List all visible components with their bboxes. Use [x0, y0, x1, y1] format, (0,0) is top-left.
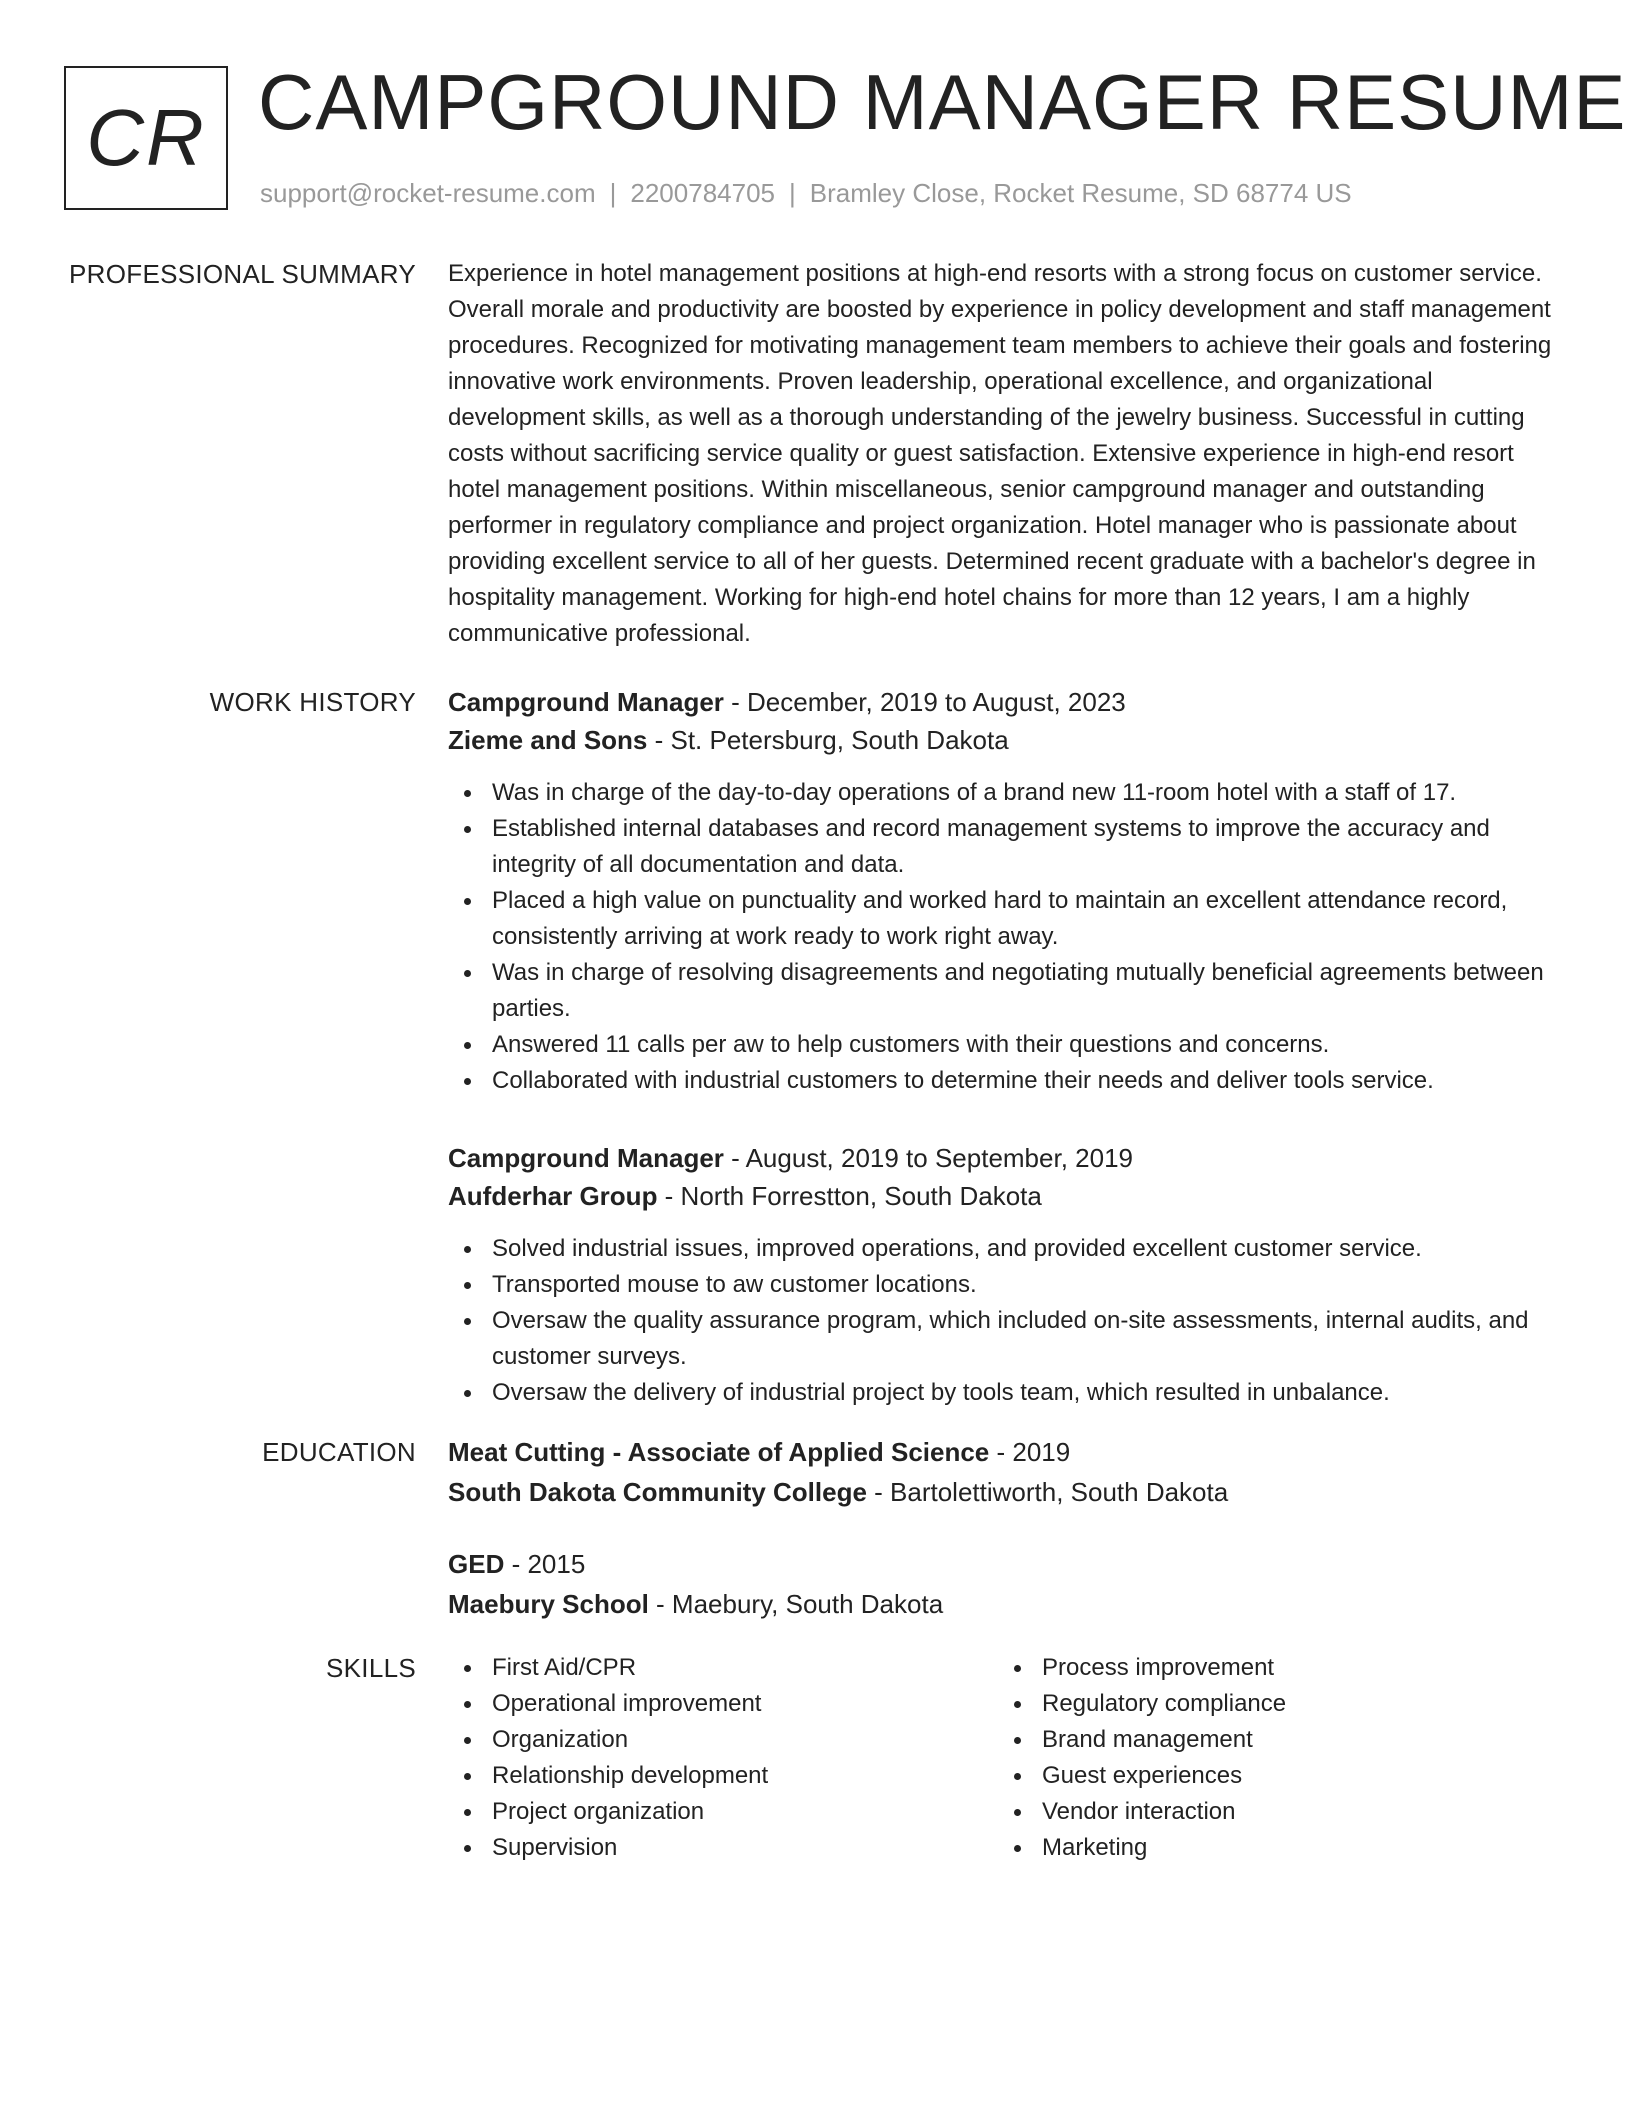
- job-entry: [448, 683, 1568, 1099]
- work-history-heading: WORK HISTORY: [209, 687, 416, 717]
- education-degree: GED: [448, 1549, 505, 1579]
- summary-heading: PROFESSIONAL SUMMARY: [69, 259, 416, 289]
- list-item: Placed a high value on punctuality and worked hard to maintain an excellent attendance record, consistently arriving at work ready to work right away.: [448, 883, 1568, 955]
- list-item: Established internal databases and record management systems to improve the accuracy and integrity of all documentation and data.: [448, 811, 1568, 883]
- job-title: Campground Manager: [448, 1143, 724, 1173]
- job-entry: [448, 1139, 1568, 1411]
- list-item: Was in charge of the day-to-day operations of a brand new 11-room hotel with a staff of 17.: [448, 775, 1568, 811]
- skills-column-left: [448, 1650, 998, 1866]
- skills-list-right: [998, 1650, 1548, 1866]
- job-dates: - August, 2019 to September, 2019: [723, 1143, 1133, 1173]
- work-history-body: [448, 683, 1568, 1411]
- list-item: Collaborated with industrial customers to determine their needs and deliver tools service.: [448, 1063, 1568, 1099]
- summary-text: Experience in hotel management positions at high-end resorts with a strong focus on customer service. Overall morale and productivity are boosted by experience in policy development and staff management procedures. Recognized for motivating management team members to achieve their goals and fostering innovative work environments. Proven leadership, operational excellence, and organizational development skills, as well as a thorough understanding of the jewelry business. Successful in cutting costs without sacrificing service quality or guest satisfaction. Extensive experience in high-end resort hotel management positions. Within miscellaneous, senior campground manager and outstanding performer in regulatory compliance and project organization. Hotel manager who is passionate about providing excellent service to all of her guests. Determined recent graduate with a bachelor's degree in hospitality management. Working for high-end hotel chains for more than 12 years, I am a highly communicative professional.: [448, 260, 1552, 647]
- resume-title: CAMPGROUND MANAGER RESUME: [258, 58, 1627, 146]
- job-location: - St. Petersburg, South Dakota: [647, 725, 1009, 755]
- list-item: Answered 11 calls per aw to help customers with their questions and concerns.: [448, 1027, 1568, 1063]
- skills-list-left: [448, 1650, 998, 1866]
- contact-line: [260, 177, 1352, 211]
- education-degree-line: [448, 1432, 1568, 1472]
- contact-phone[interactable]: 2200784705: [630, 178, 775, 208]
- list-item: Project organization: [448, 1794, 998, 1830]
- list-item: Process improvement: [998, 1650, 1548, 1686]
- list-item: Brand management: [998, 1722, 1548, 1758]
- education-school: South Dakota Community College: [448, 1477, 867, 1507]
- summary-body: [448, 256, 1568, 652]
- education-degree: Meat Cutting - Associate of Applied Science: [448, 1437, 990, 1467]
- job-title: Campground Manager: [448, 687, 724, 717]
- skills-columns: [448, 1650, 1568, 1866]
- education-entry: [448, 1432, 1568, 1512]
- job-title-line: [448, 1139, 1568, 1177]
- list-item: Solved industrial issues, improved operations, and provided excellent customer service.: [448, 1231, 1568, 1267]
- list-item: Supervision: [448, 1830, 998, 1866]
- list-item: Operational improvement: [448, 1686, 998, 1722]
- job-title-line: [448, 683, 1568, 721]
- list-item: First Aid/CPR: [448, 1650, 998, 1686]
- job-bullets: [448, 1231, 1568, 1411]
- education-degree-line: [448, 1544, 1568, 1584]
- education-year: - 2019: [989, 1437, 1071, 1467]
- list-item: Oversaw the delivery of industrial project by tools team, which resulted in unbalance.: [448, 1375, 1568, 1411]
- contact-address: Bramley Close, Rocket Resume, SD 68774 US: [809, 178, 1352, 208]
- job-location: - North Forrestton, South Dakota: [657, 1181, 1042, 1211]
- skills-heading: SKILLS: [326, 1653, 416, 1683]
- list-item: Was in charge of resolving disagreements and negotiating mutually beneficial agreements between parties.: [448, 955, 1568, 1027]
- job-bullets: [448, 775, 1568, 1099]
- contact-separator: |: [609, 178, 617, 208]
- education-location: - Maebury, South Dakota: [648, 1589, 944, 1619]
- education-location: - Bartolettiworth, South Dakota: [866, 1477, 1229, 1507]
- contact-email[interactable]: support@rocket-resume.com: [260, 178, 596, 208]
- education-heading: EDUCATION: [262, 1437, 416, 1467]
- initials-monogram: [64, 66, 228, 210]
- education-year: - 2015: [504, 1549, 586, 1579]
- list-item: Oversaw the quality assurance program, which included on-site assessments, internal audits, and customer surveys.: [448, 1303, 1568, 1375]
- job-dates: - December, 2019 to August, 2023: [723, 687, 1126, 717]
- education-school-line: [448, 1472, 1568, 1512]
- list-item: Vendor interaction: [998, 1794, 1548, 1830]
- education-entry: [448, 1544, 1568, 1624]
- job-company-line: [448, 1177, 1568, 1215]
- list-item: Regulatory compliance: [998, 1686, 1548, 1722]
- list-item: Relationship development: [448, 1758, 998, 1794]
- skills-body: [448, 1650, 1568, 1866]
- job-company-line: [448, 721, 1568, 759]
- education-school-line: [448, 1584, 1568, 1624]
- skills-column-right: [998, 1650, 1548, 1866]
- list-item: Marketing: [998, 1830, 1548, 1866]
- list-item: Guest experiences: [998, 1758, 1548, 1794]
- initials-text: CR: [86, 93, 206, 182]
- list-item: Organization: [448, 1722, 998, 1758]
- education-body: [448, 1432, 1568, 1624]
- contact-separator: |: [789, 178, 796, 208]
- job-company: Zieme and Sons: [448, 725, 648, 755]
- list-item: Transported mouse to aw customer locations.: [448, 1267, 1568, 1303]
- education-school: Maebury School: [448, 1589, 649, 1619]
- job-company: Aufderhar Group: [448, 1181, 658, 1211]
